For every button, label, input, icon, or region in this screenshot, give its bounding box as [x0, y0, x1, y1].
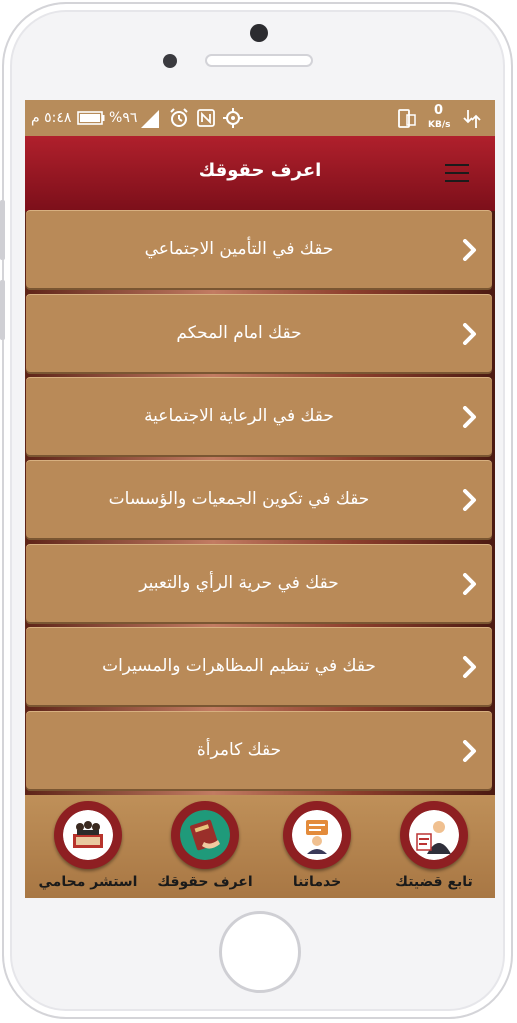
list-item-label: حقك في تكوين الجمعيات والؤسسات	[108, 489, 370, 509]
list-item-label: حقك في التأمين الاجتماعي	[144, 239, 334, 259]
data-transfer-icon	[461, 108, 483, 130]
hamburger-menu-icon[interactable]	[445, 164, 469, 182]
front-camera	[250, 24, 268, 42]
app-screen	[25, 100, 495, 898]
page-title: اعرف حقوقك	[198, 160, 322, 181]
nav-follow-case[interactable]	[379, 801, 489, 896]
app-bar	[25, 136, 495, 211]
list-item-label: حقك امام المحكم	[176, 323, 302, 343]
volume-up-button	[0, 200, 5, 260]
bottom-nav	[25, 795, 495, 898]
nav-icon-circle	[400, 801, 468, 869]
nav-know-rights[interactable]	[150, 801, 260, 896]
volume-down-button	[0, 280, 5, 340]
list-item[interactable]	[26, 378, 492, 455]
battery-icon	[77, 111, 105, 125]
earpiece-speaker	[205, 54, 313, 67]
services-icon	[292, 810, 342, 860]
chevron-right-icon	[460, 239, 480, 261]
net-speed-value: 0	[434, 103, 444, 118]
home-button[interactable]	[219, 911, 301, 993]
list-item[interactable]	[26, 461, 492, 538]
nav-icon-circle	[171, 801, 239, 869]
nav-label: تابع قضيتك	[395, 874, 473, 890]
chevron-right-icon	[460, 489, 480, 511]
screen-rotate-icon	[398, 109, 416, 129]
list-item[interactable]	[26, 545, 492, 622]
nav-consult-lawyer[interactable]	[33, 801, 143, 896]
chevron-right-icon	[460, 656, 480, 678]
list-item-label: حقك في تنظيم المظاهرات والمسيرات	[102, 656, 376, 676]
nav-label: خدماتنا	[292, 874, 342, 890]
list-item[interactable]	[26, 712, 492, 789]
law-book-icon	[180, 810, 230, 860]
net-speed-unit: KB/s	[428, 120, 451, 130]
nav-icon-circle	[54, 801, 122, 869]
chevron-right-icon	[460, 406, 480, 428]
chevron-right-icon	[460, 323, 480, 345]
list-item[interactable]	[26, 211, 492, 288]
nav-icon-circle	[283, 801, 351, 869]
chevron-right-icon	[460, 573, 480, 595]
list-item[interactable]	[26, 295, 492, 372]
list-item-label: حقك كامرأة	[196, 740, 282, 760]
list-item-label: حقك في الرعاية الاجتماعية	[144, 406, 334, 426]
status-bar	[25, 100, 495, 136]
signal-icon	[141, 110, 159, 128]
nav-services[interactable]	[262, 801, 372, 896]
nfc-icon	[197, 109, 215, 127]
nav-label: اعرف حقوقك	[157, 874, 253, 890]
battery-percent: %٩٦	[109, 110, 138, 126]
status-time: ٥:٤٨ م	[31, 110, 72, 126]
alarm-icon	[169, 108, 189, 128]
list-item[interactable]	[26, 628, 492, 705]
location-icon	[223, 108, 243, 128]
proximity-sensor	[163, 54, 177, 68]
list-item-label: حقك في حرية الرأي والتعبير	[139, 573, 339, 593]
chevron-right-icon	[460, 740, 480, 762]
rights-list	[25, 211, 495, 798]
courtroom-icon	[63, 810, 113, 860]
lawyer-report-icon	[409, 810, 459, 860]
nav-label: استشر محامي	[38, 874, 138, 890]
